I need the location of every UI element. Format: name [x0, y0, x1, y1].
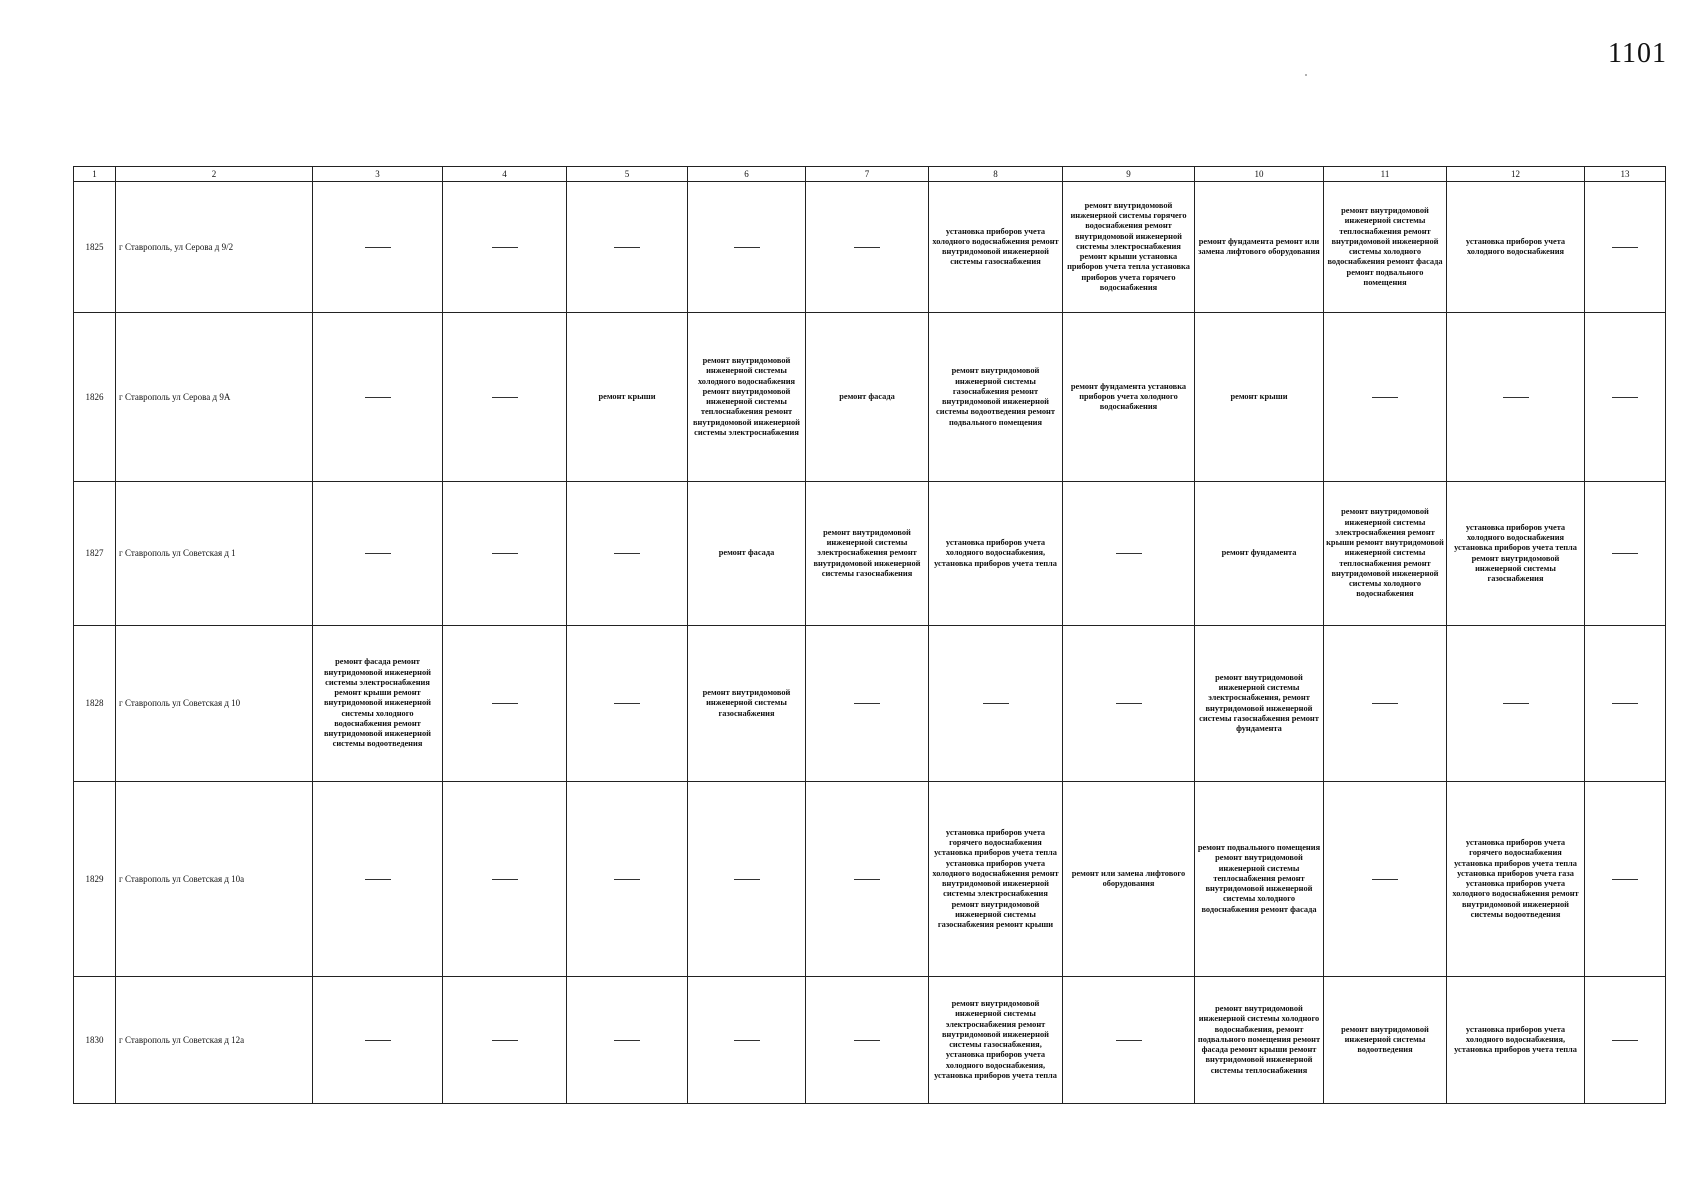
- work-description: ремонт внутридомовой инженерной системы водоотведения: [1341, 1024, 1429, 1055]
- work-cell-col-10: [1195, 313, 1324, 482]
- empty-cell-col-13: [1585, 977, 1666, 1104]
- dash-mark: [492, 397, 518, 398]
- dash-mark: [854, 1040, 880, 1041]
- work-cell-col-6: [688, 313, 806, 482]
- dash-mark: [492, 553, 518, 554]
- table-row: [74, 977, 1666, 1104]
- empty-cell-col-9: [1063, 977, 1195, 1104]
- dash-mark: [1116, 703, 1142, 704]
- work-cell-col-9: [1063, 313, 1195, 482]
- dash-mark: [1372, 879, 1398, 880]
- work-cell-col-9: [1063, 782, 1195, 977]
- work-description: ремонт внутридомовой инженерной системы теплоснабжения ремонт внутридомовой инженерной системы холодного водоснабжения ремонт фасада ремонт подвального помещения: [1327, 206, 1443, 287]
- dash-mark: [854, 879, 880, 880]
- work-cell-col-12: [1447, 182, 1585, 313]
- column-number-1: 1: [74, 167, 116, 182]
- dash-mark: [734, 879, 760, 880]
- empty-cell-col-4: [443, 977, 567, 1104]
- dash-mark: [365, 553, 391, 554]
- column-number-3: 3: [313, 167, 443, 182]
- work-cell-col-8: [929, 977, 1063, 1104]
- dash-mark: [1372, 397, 1398, 398]
- work-description: установка приборов учета холодного водоснабжения, установка приборов учета тепла: [1454, 1024, 1577, 1055]
- row-number: 1825: [74, 182, 116, 313]
- scan-artifact: [1305, 74, 1307, 76]
- dash-mark: [983, 703, 1009, 704]
- dash-mark: [614, 1040, 640, 1041]
- dash-mark: [1116, 553, 1142, 554]
- empty-cell-col-11: [1324, 782, 1447, 977]
- dash-mark: [614, 703, 640, 704]
- empty-cell-col-5: [567, 782, 688, 977]
- work-cell-col-12: [1447, 482, 1585, 626]
- column-number-11: 11: [1324, 167, 1447, 182]
- work-description: ремонт фасада: [718, 548, 775, 558]
- empty-cell-col-9: [1063, 482, 1195, 626]
- table-row: [74, 782, 1666, 977]
- work-description: ремонт фундамента ремонт или замена лифтового оборудования: [1198, 236, 1320, 256]
- column-number-6: 6: [688, 167, 806, 182]
- column-number-12: 12: [1447, 167, 1585, 182]
- column-number-7: 7: [806, 167, 929, 182]
- work-description: ремонт внутридомовой инженерной системы газоснабжения: [702, 688, 791, 718]
- work-cell-col-12: [1447, 782, 1585, 977]
- table-body: [74, 182, 1666, 1104]
- dash-mark: [492, 247, 518, 248]
- dash-mark: [1372, 703, 1398, 704]
- dash-mark: [1612, 1040, 1638, 1041]
- empty-cell-col-4: [443, 313, 567, 482]
- dash-mark: [1116, 1040, 1142, 1041]
- work-description: ремонт внутридомовой инженерной системы электроснабжения ремонт крыши ремонт внутридомовой инженерной системы теплоснабжения ремонт внутридомовой инженерной системы холодного водоснабжения: [1326, 507, 1444, 599]
- empty-cell-col-13: [1585, 313, 1666, 482]
- column-number-row: [74, 167, 1666, 182]
- work-cell-col-11: [1324, 977, 1447, 1104]
- work-cell-col-5: [567, 313, 688, 482]
- repair-schedule-table: [73, 166, 1666, 1104]
- work-description: ремонт фундамента: [1221, 548, 1297, 558]
- empty-cell-col-12: [1447, 313, 1585, 482]
- empty-cell-col-4: [443, 182, 567, 313]
- work-description: установка приборов учета холодного водоснабжения: [1465, 236, 1566, 256]
- work-description: ремонт внутридомовой инженерной системы электроснабжения ремонт внутридомовой инженерной системы газоснабжения: [813, 527, 921, 578]
- work-cell-col-10: [1195, 482, 1324, 626]
- work-cell-col-10: [1195, 782, 1324, 977]
- work-description: установка приборов учета холодного водоснабжения, установка приборов учета тепла: [934, 538, 1057, 568]
- column-number-9: 9: [1063, 167, 1195, 182]
- table-row: [74, 182, 1666, 313]
- dash-mark: [1612, 879, 1638, 880]
- work-description: ремонт фасада: [839, 391, 895, 401]
- empty-cell-col-5: [567, 626, 688, 782]
- empty-cell-col-13: [1585, 626, 1666, 782]
- address-cell: г Ставрополь ул Советская д 10: [116, 626, 313, 782]
- empty-cell-col-7: [806, 977, 929, 1104]
- dash-mark: [492, 1040, 518, 1041]
- address-cell: г Ставрополь, ул Серова д 9/2: [116, 182, 313, 313]
- work-description: установка приборов учета горячего водоснабжения установка приборов учета тепла установка приборов учета холодного водоснабжения ремонт внутридомовой инженерной системы электроснабжения ремонт внутридомовой инженерной системы газоснабжения ремонт крыши: [932, 827, 1059, 929]
- empty-cell-col-13: [1585, 182, 1666, 313]
- work-description: ремонт крыши: [598, 391, 656, 401]
- dash-mark: [854, 247, 880, 248]
- work-description: установка приборов учета горячего водоснабжения установка приборов учета тепла установка приборов учета газа установка приборов учета холодного водоснабжения ремонт внутридомовой инженерной системы водоотведения: [1452, 838, 1579, 919]
- empty-cell-col-3: [313, 782, 443, 977]
- work-cell-col-7: [806, 482, 929, 626]
- dash-mark: [1612, 397, 1638, 398]
- row-number: 1828: [74, 626, 116, 782]
- work-description: ремонт внутридомовой инженерной системы горячего водоснабжения ремонт внутридомовой инженерной системы электроснабжения ремонт крыши установка приборов учета тепла установка приборов учета горячего водоснабжения: [1067, 200, 1190, 292]
- row-number: 1830: [74, 977, 116, 1104]
- dash-mark: [365, 879, 391, 880]
- address-cell: г Ставрополь ул Советская д 10а: [116, 782, 313, 977]
- empty-cell-col-6: [688, 782, 806, 977]
- work-cell-col-6: [688, 482, 806, 626]
- dash-mark: [734, 247, 760, 248]
- address-cell: г Ставрополь ул Серова д 9А: [116, 313, 313, 482]
- work-cell-col-8: [929, 782, 1063, 977]
- empty-cell-col-3: [313, 977, 443, 1104]
- work-cell-col-7: [806, 313, 929, 482]
- column-number-10: 10: [1195, 167, 1324, 182]
- dash-mark: [854, 703, 880, 704]
- work-cell-col-8: [929, 482, 1063, 626]
- work-description: ремонт внутридомовой инженерной системы газоснабжения ремонт внутридомовой инженерной системы водоотведения ремонт подвального помещения: [936, 366, 1055, 427]
- empty-cell-col-5: [567, 977, 688, 1104]
- work-description: ремонт внутридомовой инженерной системы электроснабжения, ремонт внутридомовой инженерной системы газоснабжения ремонт фундамента: [1199, 672, 1319, 733]
- column-number-5: 5: [567, 167, 688, 182]
- empty-cell-col-3: [313, 182, 443, 313]
- empty-cell-col-5: [567, 482, 688, 626]
- dash-mark: [614, 553, 640, 554]
- dash-mark: [1503, 397, 1529, 398]
- empty-cell-col-4: [443, 782, 567, 977]
- empty-cell-col-6: [688, 182, 806, 313]
- dash-mark: [614, 247, 640, 248]
- work-description: установка приборов учета холодного водоснабжения установка приборов учета тепла ремонт внутридомовой инженерной системы газоснабжения: [1454, 522, 1577, 583]
- dash-mark: [365, 247, 391, 248]
- column-number-8: 8: [929, 167, 1063, 182]
- row-number: 1827: [74, 482, 116, 626]
- work-description: ремонт внутридомовой инженерной системы холодного водоснабжения ремонт внутридомовой инженерной системы теплоснабжения ремонт внутридомовой инженерной системы электроснабжения: [692, 356, 800, 437]
- work-cell-col-11: [1324, 482, 1447, 626]
- table-row: [74, 482, 1666, 626]
- work-cell-col-8: [929, 313, 1063, 482]
- work-description: ремонт или замена лифтового оборудования: [1071, 868, 1186, 888]
- dash-mark: [1612, 553, 1638, 554]
- empty-cell-col-7: [806, 782, 929, 977]
- empty-cell-col-9: [1063, 626, 1195, 782]
- dash-mark: [365, 397, 391, 398]
- empty-cell-col-13: [1585, 482, 1666, 626]
- work-description: ремонт подвального помещения ремонт внутридомовой инженерной системы теплоснабжения ремонт внутридомовой инженерной системы холодного водоснабжения ремонт фасада: [1197, 843, 1321, 914]
- column-number-13: 13: [1585, 167, 1666, 182]
- dash-mark: [1612, 703, 1638, 704]
- work-cell-col-3: [313, 626, 443, 782]
- empty-cell-col-7: [806, 182, 929, 313]
- dash-mark: [1612, 247, 1638, 248]
- work-cell-col-11: [1324, 182, 1447, 313]
- empty-cell-col-4: [443, 626, 567, 782]
- work-description: установка приборов учета холодного водоснабжения ремонт внутридомовой инженерной системы газоснабжения: [932, 226, 1059, 267]
- empty-cell-col-11: [1324, 626, 1447, 782]
- work-description: ремонт фасада ремонт внутридомовой инженерной системы электроснабжения ремонт крыши ремонт внутридомовой инженерной системы холодного водоснабжения ремонт внутридомовой инженерной системы водоотведения: [323, 657, 431, 749]
- empty-cell-col-8: [929, 626, 1063, 782]
- dash-mark: [492, 879, 518, 880]
- empty-cell-col-4: [443, 482, 567, 626]
- column-number-4: 4: [443, 167, 567, 182]
- table-row: [74, 313, 1666, 482]
- work-cell-col-10: [1195, 626, 1324, 782]
- work-description: ремонт внутридомовой инженерной системы электроснабжения ремонт внутридомовой инженерной системы газоснабжения, установка приборов учета холодного водоснабжения, установка приборов учета тепла: [934, 999, 1057, 1080]
- row-number: 1826: [74, 313, 116, 482]
- dash-mark: [614, 879, 640, 880]
- empty-cell-col-6: [688, 977, 806, 1104]
- work-cell-col-10: [1195, 182, 1324, 313]
- work-description: ремонт фундамента установка приборов учета холодного водоснабжения: [1070, 381, 1187, 412]
- address-cell: г Ставрополь ул Советская д 1: [116, 482, 313, 626]
- empty-cell-col-3: [313, 313, 443, 482]
- work-cell-col-6: [688, 626, 806, 782]
- address-cell: г Ставрополь ул Советская д 12а: [116, 977, 313, 1104]
- work-description: ремонт внутридомовой инженерной системы холодного водоснабжения, ремонт подвального помещения ремонт фасада ремонт крыши ремонт внутридомовой инженерной системы теплоснабжения: [1197, 1004, 1321, 1075]
- empty-cell-col-3: [313, 482, 443, 626]
- table-row: [74, 626, 1666, 782]
- page-number: 1101: [1608, 38, 1667, 69]
- empty-cell-col-7: [806, 626, 929, 782]
- dash-mark: [492, 703, 518, 704]
- work-cell-col-12: [1447, 977, 1585, 1104]
- column-number-2: 2: [116, 167, 313, 182]
- empty-cell-col-13: [1585, 782, 1666, 977]
- empty-cell-col-11: [1324, 313, 1447, 482]
- work-cell-col-8: [929, 182, 1063, 313]
- work-description: ремонт крыши: [1230, 391, 1288, 401]
- row-number: 1829: [74, 782, 116, 977]
- empty-cell-col-5: [567, 182, 688, 313]
- dash-mark: [734, 1040, 760, 1041]
- work-cell-col-10: [1195, 977, 1324, 1104]
- dash-mark: [365, 1040, 391, 1041]
- empty-cell-col-12: [1447, 626, 1585, 782]
- work-cell-col-9: [1063, 182, 1195, 313]
- dash-mark: [1503, 703, 1529, 704]
